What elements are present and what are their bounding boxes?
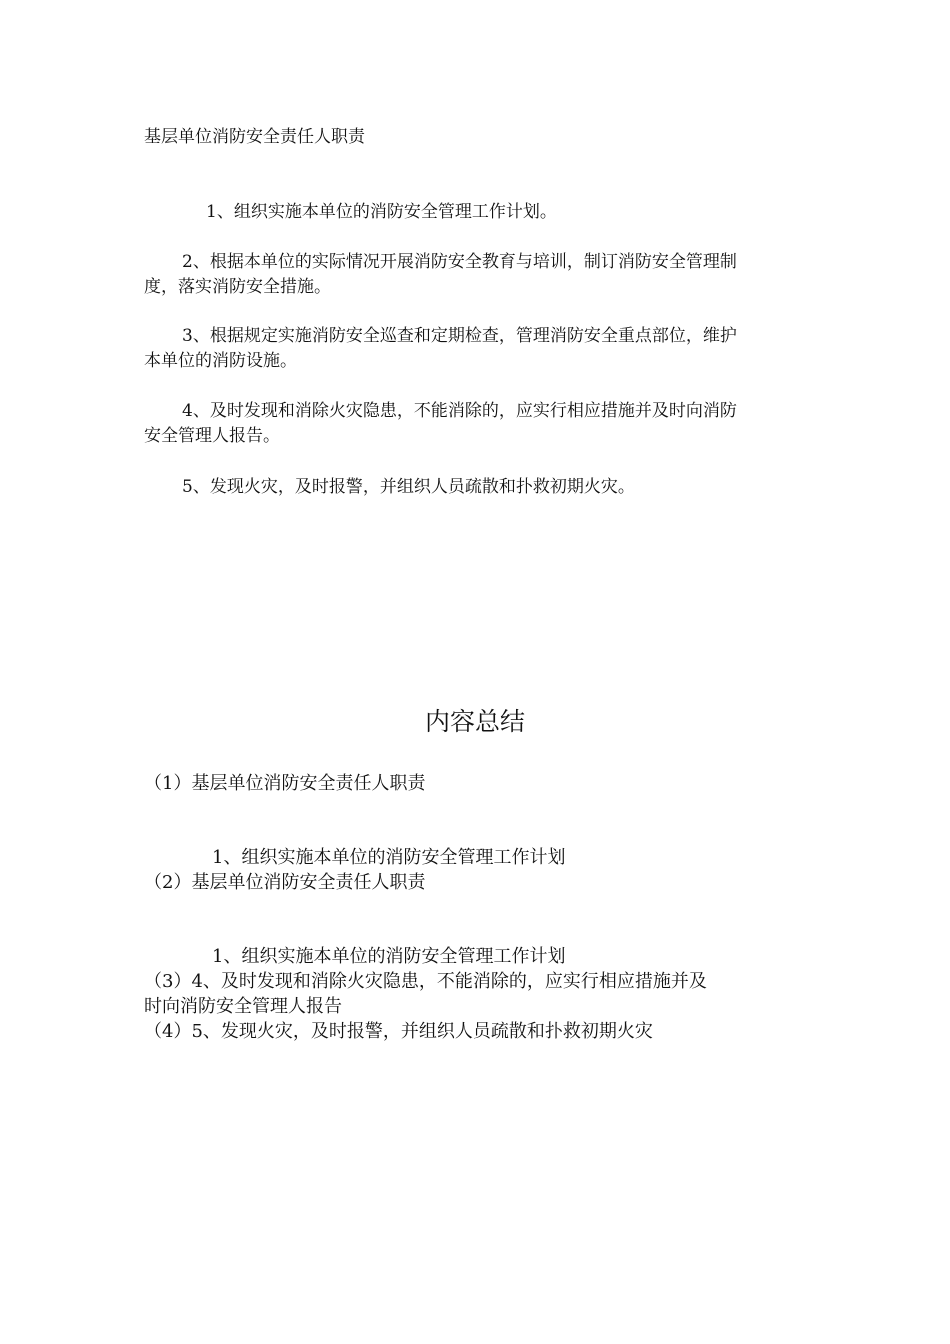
duty-item-1: 1、组织实施本单位的消防安全管理工作计划。: [206, 202, 557, 222]
duty-item-5: 5、发现火灾，及时报警，并组织人员疏散和扑救初期火灾。: [182, 477, 635, 497]
summary-heading: 内容总结: [424, 707, 525, 736]
duty-item-4-line-2: 安全管理人报告。: [144, 426, 280, 446]
summary-entry-1-line-2: 1、组织实施本单位的消防安全管理工作计划: [212, 847, 566, 868]
duty-item-3-line-2: 本单位的消防设施。: [144, 351, 297, 371]
duty-item-2-line-1: 2、根据本单位的实际情况开展消防安全教育与培训，制订消防安全管理制: [182, 252, 737, 272]
duty-item-3-line-1: 3、根据规定实施消防安全巡查和定期检查，管理消防安全重点部位，维护: [182, 326, 737, 346]
duty-item-4-line-1: 4、及时发现和消除火灾隐患，不能消除的，应实行相应措施并及时向消防: [182, 401, 737, 421]
summary-entry-1-line-1: （1）基层单位消防安全责任人职责: [144, 773, 426, 794]
summary-entry-2-line-2: 1、组织实施本单位的消防安全管理工作计划: [212, 946, 566, 967]
summary-entry-4-line-1: （4）5、发现火灾，及时报警，并组织人员疏散和扑救初期火灾: [144, 1021, 653, 1042]
duty-item-2-line-2: 度，落实消防安全措施。: [144, 277, 331, 297]
summary-entry-3-line-2: 时向消防安全管理人报告: [144, 996, 342, 1017]
document-title: 基层单位消防安全责任人职责: [144, 127, 365, 147]
summary-entry-3-line-1: （3）4、及时发现和消除火灾隐患，不能消除的，应实行相应措施并及: [144, 971, 707, 992]
summary-entry-2-line-1: （2）基层单位消防安全责任人职责: [144, 872, 426, 893]
